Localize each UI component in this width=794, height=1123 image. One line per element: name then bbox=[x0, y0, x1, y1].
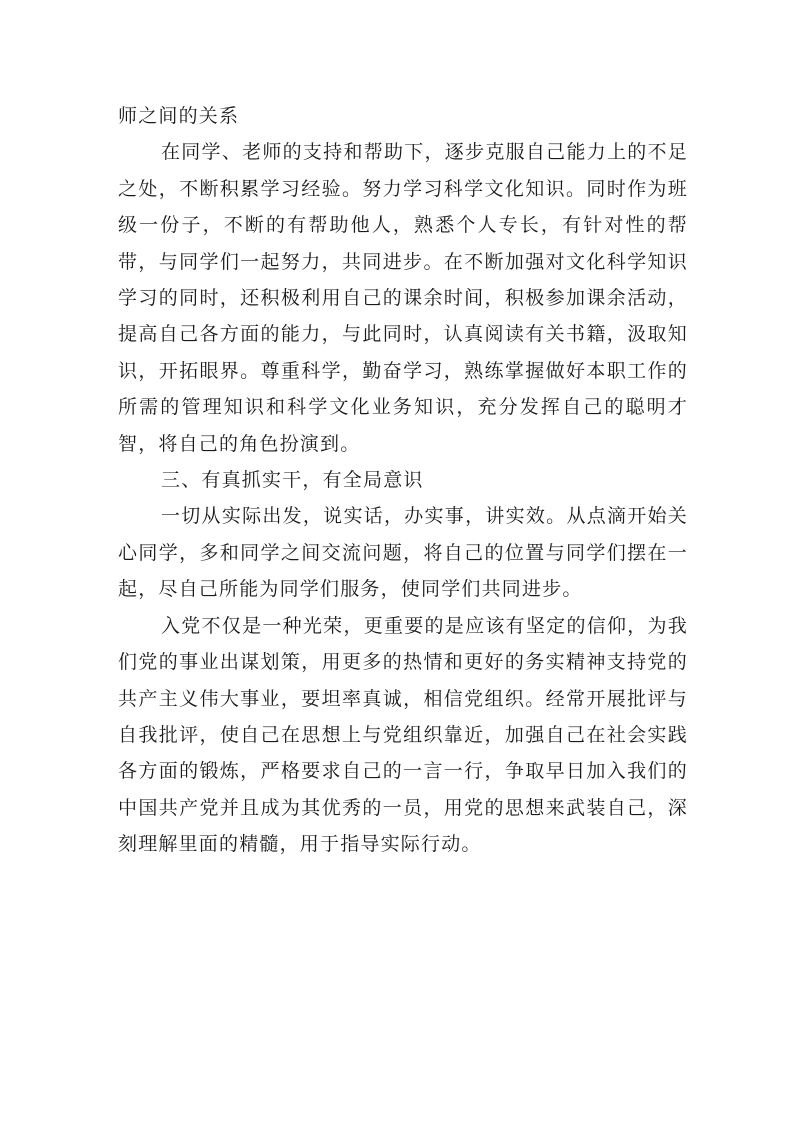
paragraph-study: 在同学、老师的支持和帮助下，逐步克服自己能力上的不足之处，不断积累学习经验。努力学习科学文化知识。同时作为班级一份子，不断的有帮助他人，熟悉个人专长，有针对性的帮带，与同学们一起努力，共同进步。在不断加强对文化科学知识学习的同时，还积极利用自己的课余时间，积极参加课余活动，提高自己各方面的能力，与此同时，认真阅读有关书籍，汲取知识，开拓眼界。尊重科学，勤奋学习，熟练掌握做好本职工作的所需的管理知识和科学文化业务知识，充分发挥自己的聪明才智，将自己的角色扮演到。 bbox=[118, 141, 688, 455]
document-body bbox=[118, 98, 688, 863]
paragraph-continuation: 师之间的关系 bbox=[118, 105, 240, 127]
section-heading-3: 三、有真抓实干，有全局意识 bbox=[161, 469, 424, 492]
paragraph-party: 入党不仅是一种光荣，更重要的是应该有坚定的信仰，为我们党的事业出谋划策，用更多的热情和更好的务实精神支持党的共产主义伟大事业，要坦率真诚，相信党组织。经常开展批评与自我批评，使自己在思想上与党组织靠近，加强自己在社会实践各方面的锻炼，严格要求自己的一言一行，争取早日加入我们的中国共产党并且成为其优秀的一员，用党的思想来武装自己，深刻理解里面的精髓，用于指导实际行动。 bbox=[118, 614, 688, 856]
paragraph-practical: 一切从实际出发，说实话，办实事，讲实效。从点滴开始关心同学，多和同学之间交流问题，将自己的位置与同学们摆在一起，尽自己所能为同学们服务，使同学们共同进步。 bbox=[118, 505, 688, 601]
